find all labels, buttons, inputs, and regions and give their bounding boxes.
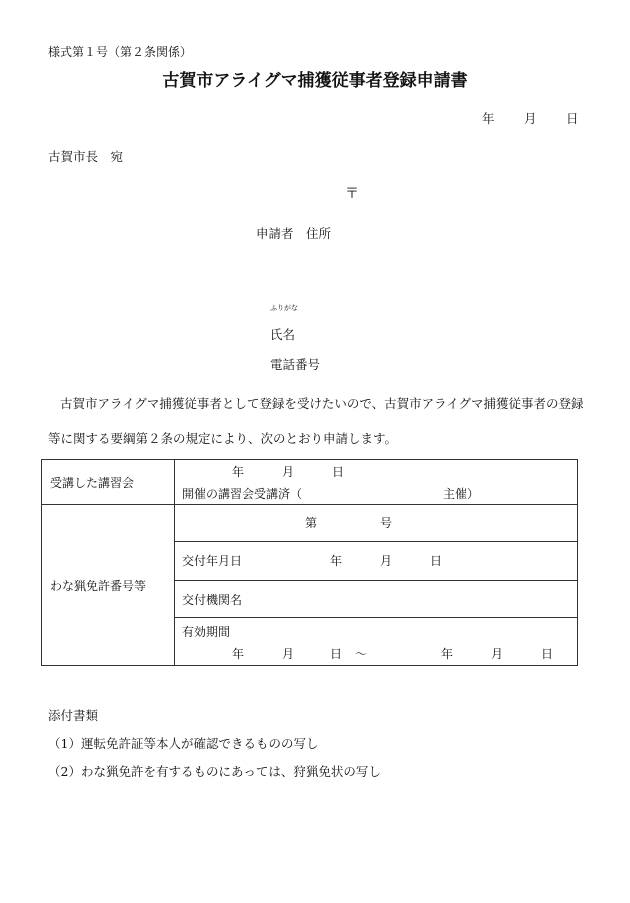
application-table — [41, 459, 578, 666]
license-number-prefix: 第 — [305, 516, 318, 530]
issue-date-label: 交付年月日 — [182, 554, 243, 568]
seminar-row — [42, 460, 578, 505]
attachments-title: 添付書類 — [48, 708, 99, 723]
postal-mark: 〒 — [345, 186, 359, 202]
issue-date-cell[interactable] — [175, 542, 578, 581]
validity-label: 有効期間 — [182, 625, 231, 639]
addressee: 古賀市長 宛 — [48, 149, 124, 164]
license-number-row — [42, 505, 578, 542]
issue-month: 月 — [380, 554, 393, 568]
validity-from-month: 月 — [282, 647, 295, 661]
seminar-day: 日 — [332, 465, 345, 479]
license-number-suffix: 号 — [380, 516, 393, 530]
seminar-label: 受講した講習会 — [42, 460, 175, 505]
issue-day: 日 — [430, 554, 443, 568]
validity-from-day: 日 — [330, 647, 343, 661]
validity-cell[interactable] — [175, 618, 578, 666]
body-text-line-1: 古賀市アライグマ捕獲従事者として登録を受けたいので、古賀市アライグマ捕獲従事者の登録 — [60, 396, 584, 411]
seminar-cell[interactable] — [175, 460, 578, 505]
date-year-label: 年 — [482, 111, 495, 126]
seminar-completed-text: 開催の講習会受講済（ — [182, 487, 303, 501]
seminar-month: 月 — [282, 465, 295, 479]
attachment-item-1: （1）運転免許証等本人が確認できるものの写し — [48, 736, 319, 751]
validity-to-month: 月 — [491, 647, 504, 661]
form-number: 様式第１号（第２条関係） — [48, 45, 193, 59]
date-month-label: 月 — [524, 111, 537, 126]
validity-from-year: 年 — [232, 647, 245, 661]
page-title: 古賀市アライグマ捕獲従事者登録申請書 — [162, 71, 468, 91]
phone-label: 電話番号 — [270, 357, 321, 372]
body-text-line-2: 等に関する要綱第２条の規定により、次のとおり申請します。 — [48, 431, 398, 446]
seminar-year: 年 — [232, 465, 245, 479]
validity-to-day: 日 — [541, 647, 554, 661]
name-label: 氏名 — [270, 327, 296, 342]
attachment-item-2: （2）わな猟免許を有するものにあっては、狩猟免状の写し — [48, 764, 381, 779]
validity-to-year: 年 — [441, 647, 454, 661]
license-number-cell[interactable] — [175, 505, 578, 542]
license-label: わな猟免許番号等 — [42, 505, 175, 666]
date-day-label: 日 — [566, 111, 579, 126]
applicant-address-label: 申請者 住所 — [256, 226, 332, 241]
seminar-organizer-text: 主催） — [443, 487, 480, 501]
furigana-label: ふりがな — [270, 304, 298, 312]
validity-tilde: ～ — [355, 647, 368, 661]
issue-year: 年 — [330, 554, 343, 568]
issuer-label: 交付機関名 — [182, 593, 243, 607]
issuer-cell[interactable] — [175, 581, 578, 618]
